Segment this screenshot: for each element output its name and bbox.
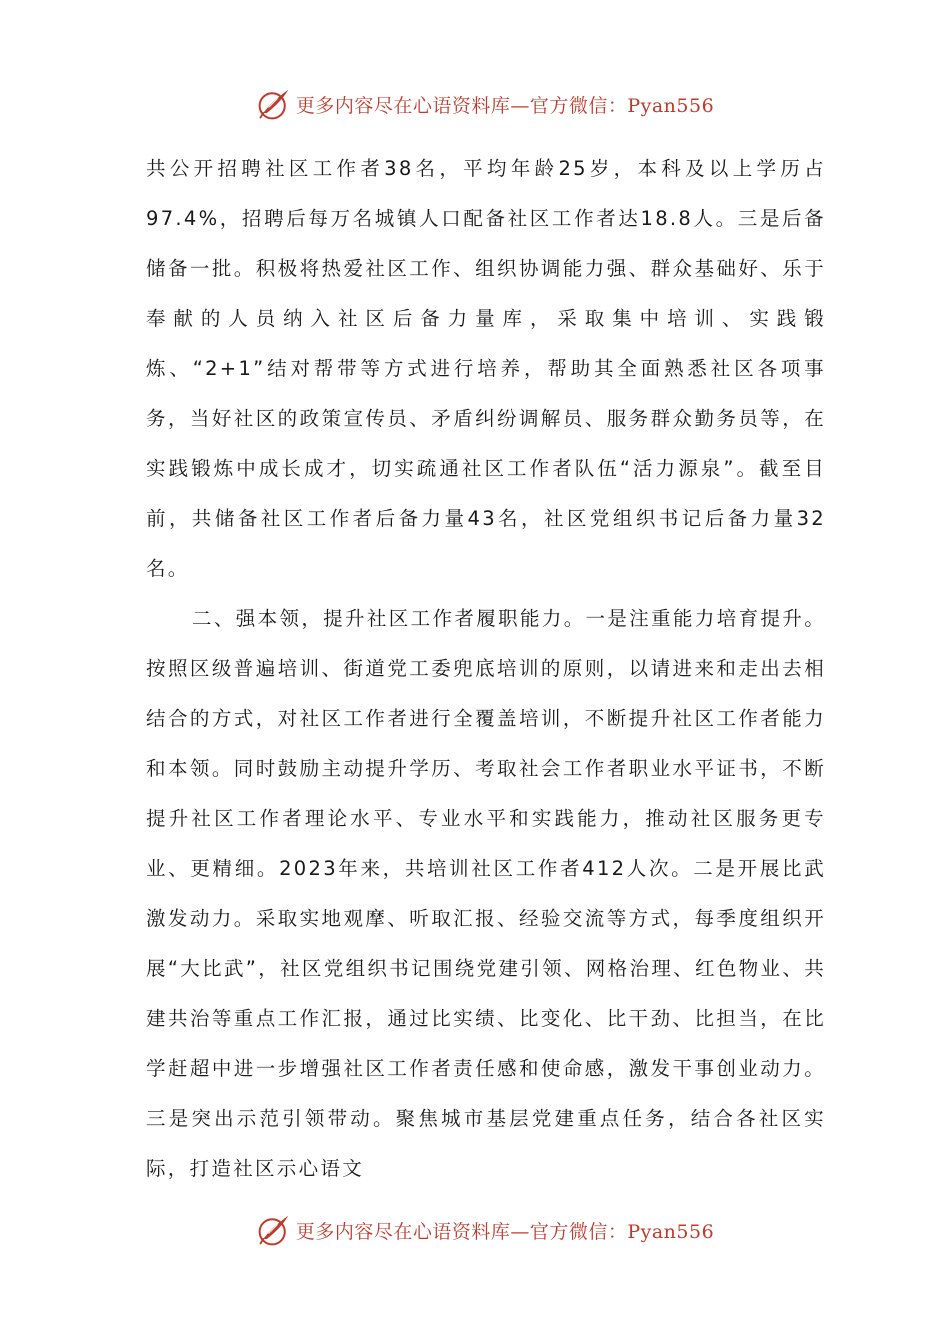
document-body — [146, 144, 826, 1194]
header-banner-text: 更多内容尽在心语资料库—官方微信：Pyan556 — [295, 94, 715, 117]
quill-logo-icon — [256, 86, 292, 122]
footer-banner-inner — [256, 1212, 714, 1248]
body-paragraph-1: 共公开招聘社区工作者38名，平均年龄25岁，本科及以上学历占97.4%，招聘后每万名城镇人口配备社区工作者达18.8人。三是后备储备一批。积极将热爱社区工作、组织协调能力强、群众基础好、乐于奉献的人员纳入社区后备力量库，采取集中培训、实践锻炼、“2+1”结对帮带等方式进行培养，帮助其全面熟悉社区各项事务，当好社区的政策宣传员、矛盾纠纷调解员、服务群众勤务员等，在实践锻炼中成长成才，切实疏通社区工作者队伍“活力源泉”。截至目前，共储备社区工作者后备力量43名，社区党组织书记后备力量32名。 — [146, 157, 826, 580]
header-banner — [0, 84, 950, 124]
footer-banner-text: 更多内容尽在心语资料库—官方微信：Pyan556 — [295, 1220, 715, 1243]
body-paragraph-2: 二、强本领，提升社区工作者履职能力。一是注重能力培育提升。按照区级普遍培训、街道党工委兜底培训的原则，以请进来和走出去相结合的方式，对社区工作者进行全覆盖培训，不断提升社区工作者能力和本领。同时鼓励主动提升学历、考取社会工作者职业水平证书，不断提升社区工作者理论水平、专业水平和实践能力，推动社区服务更专业、更精细。2023年来，共培训社区工作者412人次。二是开展比武激发动力。采取实地观摩、听取汇报、经验交流等方式，每季度组织开展“大比武”，社区党组织书记围绕党建引领、网格治理、红色物业、共建共治等重点工作汇报，通过比实绩、比变化、比干劲、比担当，在比学赶超中进一步增强社区工作者责任感和使命感，激发干事创业动力。三是突出示范引领带动。聚焦城市基层党建重点任务，结合各社区实际，打造社区示心语文 — [146, 607, 826, 1180]
header-banner-inner — [256, 86, 714, 122]
quill-logo-icon — [256, 1212, 292, 1248]
footer-banner — [0, 1210, 950, 1250]
